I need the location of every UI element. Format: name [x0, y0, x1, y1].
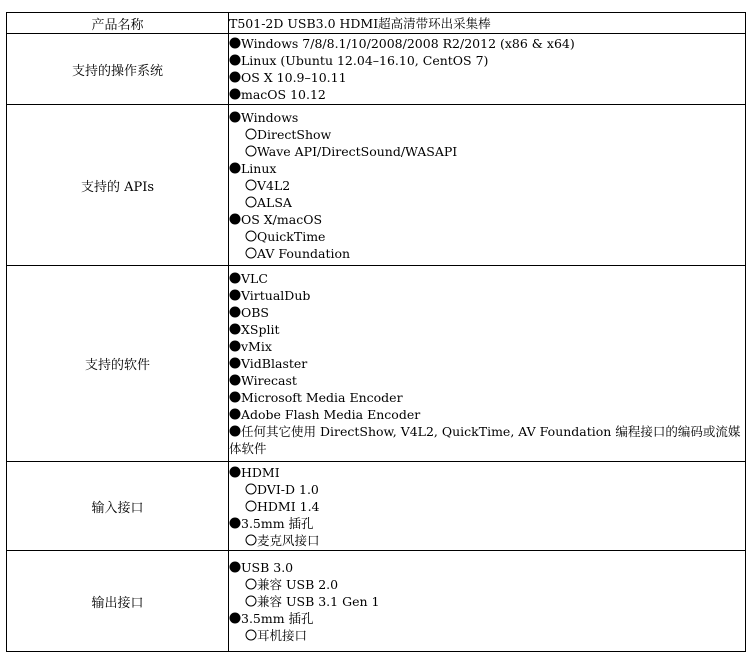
list-item: 3.5mm 插孔: [229, 515, 745, 532]
hollow-bullet-icon: [245, 247, 257, 259]
list-item: VidBlaster: [229, 355, 745, 372]
list-item: DVI-D 1.0: [229, 481, 745, 498]
filled-bullet-icon: [229, 340, 241, 352]
list-item: HDMI 1.4: [229, 498, 745, 515]
list-item: 3.5mm 插孔: [229, 610, 745, 627]
filled-bullet-icon: [229, 561, 241, 573]
row-value-product-name: T501-2D USB3.0 HDMI超高清带环出采集棒: [229, 13, 746, 34]
list-item: 任何其它使用 DirectShow, V4L2, QuickTime, AV Foundation 编程接口的编码或流媒体软件: [229, 424, 741, 456]
list-item: macOS 10.12: [229, 86, 745, 103]
row-label-apis: 支持的 APIs: [7, 105, 229, 266]
table-row: [7, 34, 746, 105]
list-item: USB 3.0: [229, 559, 745, 576]
list-item: Linux (Ubuntu 12.04–16.10, CentOS 7): [229, 52, 745, 69]
list-item: Linux: [229, 160, 745, 177]
row-value-software: [229, 266, 746, 462]
filled-bullet-icon: [229, 391, 241, 403]
row-value-os: [229, 34, 746, 105]
list-item: OS X 10.9–10.11: [229, 69, 745, 86]
list-item: 麦克风接口: [229, 532, 745, 549]
hollow-bullet-icon: [245, 128, 257, 140]
list-item: OS X/macOS: [229, 211, 745, 228]
filled-bullet-icon: [229, 111, 241, 123]
hollow-bullet-icon: [245, 500, 257, 512]
filled-bullet-icon: [229, 272, 241, 284]
list-item: Wirecast: [229, 372, 745, 389]
hollow-bullet-icon: [245, 145, 257, 157]
table-row: [7, 105, 746, 266]
hollow-bullet-icon: [245, 196, 257, 208]
row-label-input: 输入接口: [7, 462, 229, 551]
list-item: 兼容 USB 3.1 Gen 1: [229, 593, 745, 610]
filled-bullet-icon: [229, 162, 241, 174]
hollow-bullet-icon: [245, 230, 257, 242]
filled-bullet-icon: [229, 306, 241, 318]
list-item: DirectShow: [229, 126, 745, 143]
filled-bullet-icon: [229, 289, 241, 301]
list-item: Adobe Flash Media Encoder: [229, 406, 745, 423]
filled-bullet-icon: [229, 425, 241, 437]
list-item: 兼容 USB 2.0: [229, 576, 745, 593]
filled-bullet-icon: [229, 357, 241, 369]
table-row: [7, 13, 746, 34]
filled-bullet-icon: [229, 408, 241, 420]
filled-bullet-icon: [229, 612, 241, 624]
list-item: HDMI: [229, 464, 745, 481]
list-item: Windows 7/8/8.1/10/2008/2008 R2/2012 (x86 & x64): [229, 35, 745, 52]
list-item: VLC: [229, 270, 745, 287]
list-item: vMix: [229, 338, 745, 355]
list-item: QuickTime: [229, 228, 745, 245]
hollow-bullet-icon: [245, 629, 257, 641]
list-item: ALSA: [229, 194, 745, 211]
list-item: AV Foundation: [229, 245, 745, 262]
row-value-apis: [229, 105, 746, 266]
list-item: 耳机接口: [229, 627, 745, 644]
filled-bullet-icon: [229, 374, 241, 386]
spec-table: [6, 12, 746, 652]
hollow-bullet-icon: [245, 578, 257, 590]
list-item: V4L2: [229, 177, 745, 194]
filled-bullet-icon: [229, 466, 241, 478]
row-value-output: [229, 551, 746, 652]
list-item: XSplit: [229, 321, 745, 338]
list-item: Microsoft Media Encoder: [229, 389, 745, 406]
filled-bullet-icon: [229, 517, 241, 529]
row-label-product-name: 产品名称: [7, 13, 229, 34]
list-item: VirtualDub: [229, 287, 745, 304]
table-row: [7, 551, 746, 652]
filled-bullet-icon: [229, 71, 241, 83]
row-label-os: 支持的操作系统: [7, 34, 229, 105]
table-row: [7, 266, 746, 462]
row-label-software: 支持的软件: [7, 266, 229, 462]
filled-bullet-icon: [229, 323, 241, 335]
hollow-bullet-icon: [245, 534, 257, 546]
filled-bullet-icon: [229, 37, 241, 49]
filled-bullet-icon: [229, 88, 241, 100]
hollow-bullet-icon: [245, 483, 257, 495]
filled-bullet-icon: [229, 54, 241, 66]
table-row: [7, 462, 746, 551]
hollow-bullet-icon: [245, 179, 257, 191]
filled-bullet-icon: [229, 213, 241, 225]
hollow-bullet-icon: [245, 595, 257, 607]
row-label-output: 输出接口: [7, 551, 229, 652]
row-value-input: [229, 462, 746, 551]
list-item: Windows: [229, 109, 745, 126]
list-item: OBS: [229, 304, 745, 321]
list-item: Wave API/DirectSound/WASAPI: [229, 143, 745, 160]
